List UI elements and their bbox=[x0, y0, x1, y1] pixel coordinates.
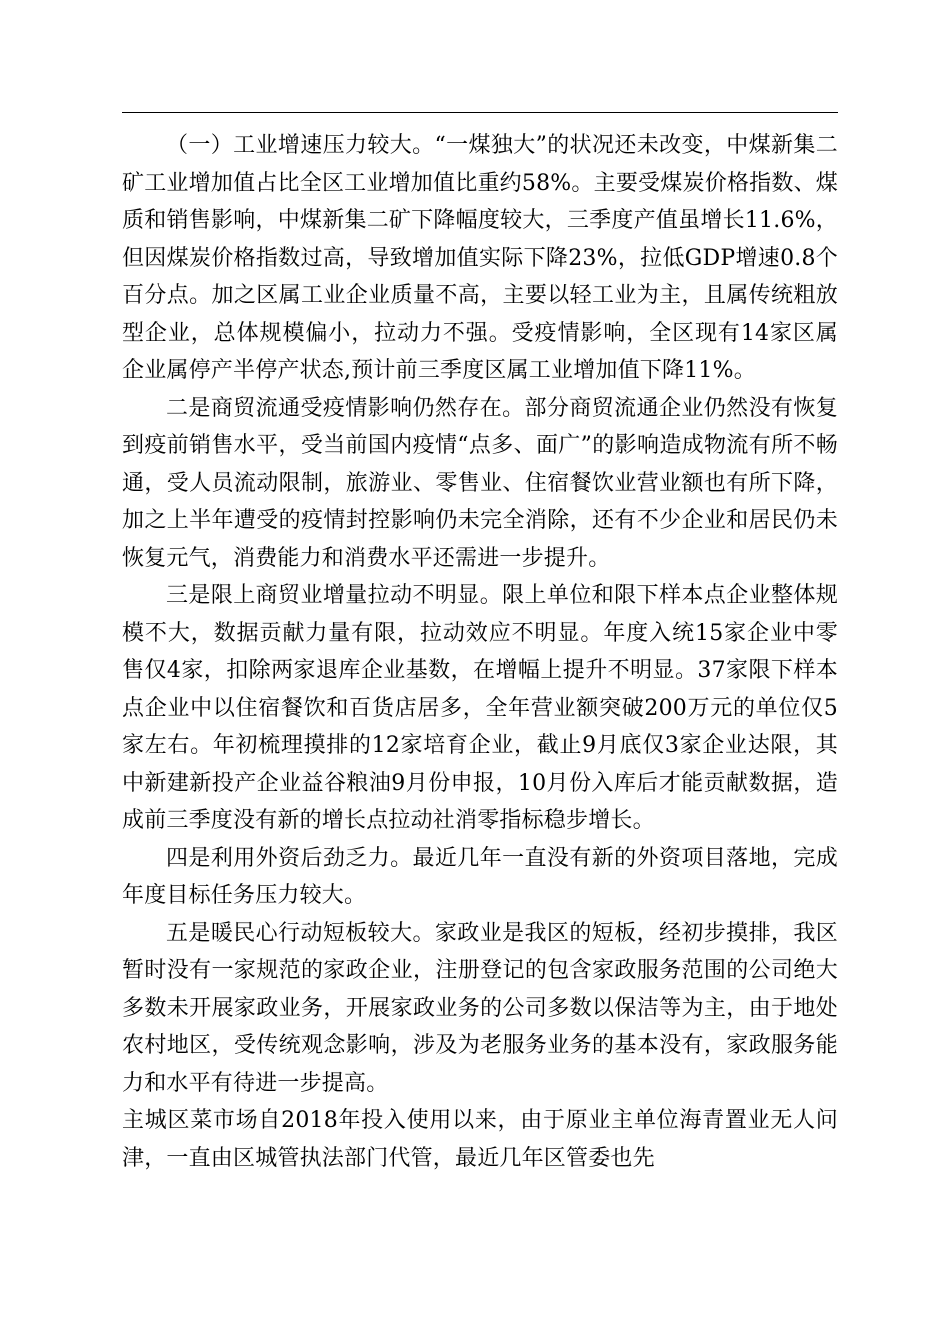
paragraph-vegetable-market: 主城区菜市场自2018年投入使用以来，由于原业主单位海青置业无人问津，一直由区城管执法部门代管，最近几年区管委也先 bbox=[122, 1108, 838, 1171]
paragraph-industry-growth: （一）工业增速压力较大。“一煤独大”的状况还未改变，中煤新集二矿工业增加值占比全区工业增加值比重约58%。主要受煤炭价格指数、煤质和销售影响，中煤新集二矿下降幅度较大，三季度产值虽增长11.6%，但因煤炭价格指数过高，导致增加值实际下降23%，拉低GDP增速0.8个百分点。加之区属工业企业质量不高，主要以轻工业为主，且属传统粗放型企业，总体规模偏小，拉动力不强。受疫情影响，全区现有14家区属企业属停产半停产状态,预计前三季度区属工业增加值下降11%。 bbox=[122, 133, 838, 383]
paragraph-foreign-investment: 四是利用外资后劲乏力。最近几年一直没有新的外资项目落地，完成年度目标任务压力较大。 bbox=[122, 845, 838, 908]
document-body bbox=[122, 127, 838, 1177]
paragraph-commerce-increment: 三是限上商贸业增量拉动不明显。限上单位和限下样本点企业整体规模不大，数据贡献力量有限，拉动效应不明显。年度入统15家企业中零售仅4家，扣除两家退库企业基数，在增幅上提升不明显。37家限下样本点企业中以住宿餐饮和百货店居多，全年营业额突破200万元的单位仅5家左右。年初梳理摸排的12家培育企业，截止9月底仅3家企业达限，其中新建新投产企业益谷粮油9月份申报，10月份入库后才能贡献数据，造成前三季度没有新的增长点拉动社消零指标稳步增长。 bbox=[122, 583, 838, 833]
paragraph-livelihood-action: 五是暖民心行动短板较大。家政业是我区的短板，经初步摸排，我区暂时没有一家规范的家政企业，注册登记的包含家政服务范围的公司绝大多数未开展家政业务，开展家政业务的公司多数以保洁等为主，由于地处农村地区，受传统观念影响，涉及为老服务业务的基本没有，家政服务能力和水平有待进一步提高。 bbox=[122, 920, 838, 1096]
paragraph-commerce-circulation: 二是商贸流通受疫情影响仍然存在。部分商贸流通企业仍然没有恢复到疫前销售水平，受当前国内疫情“点多、面广”的影响造成物流有所不畅通，受人员流动限制，旅游业、零售业、住宿餐饮业营业额也有所下降，加之上半年遭受的疫情封控影响仍未完全消除，还有不少企业和居民仍未恢复元气，消费能力和消费水平还需进一步提升。 bbox=[122, 395, 838, 571]
header-rule bbox=[122, 112, 838, 113]
